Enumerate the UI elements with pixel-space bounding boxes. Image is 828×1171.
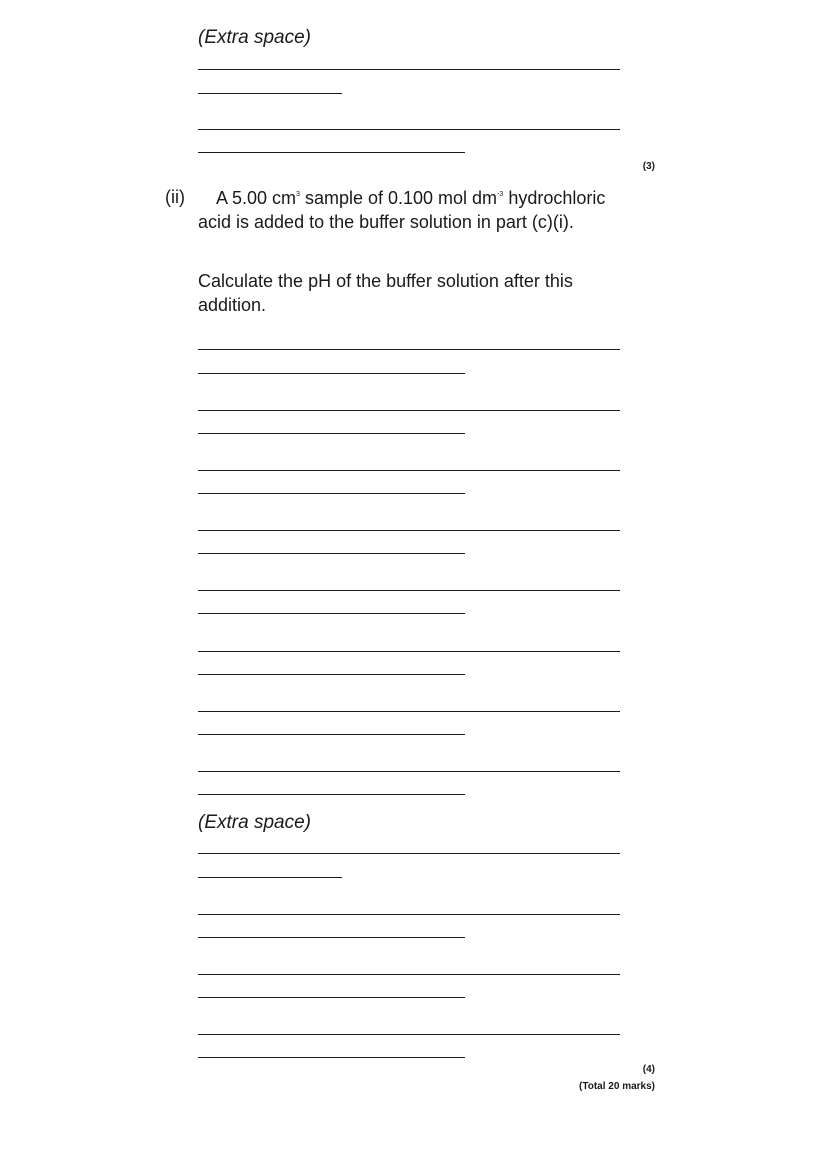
question-text-part1: A 5.00 cm (216, 188, 297, 208)
answer-line[interactable] (198, 1034, 620, 1035)
answer-line[interactable] (198, 734, 465, 735)
answer-line[interactable] (198, 877, 342, 878)
answer-line[interactable] (198, 152, 465, 153)
question-text (198, 186, 628, 234)
answer-line[interactable] (198, 69, 620, 70)
answer-line[interactable] (198, 914, 620, 915)
total-marks-label: (Total 20 marks) (579, 1081, 655, 1092)
question-text-part3: hydrochloric acid is added to the buffer solution in part (c)(i). (198, 188, 606, 232)
extra-space-label-top: (Extra space) (198, 27, 311, 48)
answer-line[interactable] (198, 530, 620, 531)
answer-line[interactable] (198, 794, 465, 795)
answer-line[interactable] (198, 613, 465, 614)
answer-line[interactable] (198, 1057, 465, 1058)
marks-label-3: (3) (642, 161, 655, 172)
answer-line[interactable] (198, 470, 620, 471)
extra-space-label-bottom: (Extra space) (198, 812, 311, 833)
answer-line[interactable] (198, 937, 465, 938)
answer-line[interactable] (198, 553, 465, 554)
superscript-minus-three: -3 (497, 191, 504, 198)
answer-line[interactable] (198, 349, 620, 350)
answer-line[interactable] (198, 93, 342, 94)
answer-line[interactable] (198, 974, 620, 975)
answer-line[interactable] (198, 651, 620, 652)
question-number: (ii) (165, 187, 185, 207)
answer-line[interactable] (198, 410, 620, 411)
answer-line[interactable] (198, 493, 465, 494)
superscript-cubed: 3 (296, 191, 300, 198)
answer-line[interactable] (198, 373, 465, 374)
answer-line[interactable] (198, 771, 620, 772)
answer-line[interactable] (198, 433, 465, 434)
answer-line[interactable] (198, 997, 465, 998)
marks-label-4: (4) (642, 1064, 655, 1075)
answer-line[interactable] (198, 853, 620, 854)
answer-line[interactable] (198, 129, 620, 130)
answer-line[interactable] (198, 711, 620, 712)
question-instruction: Calculate the pH of the buffer solution after this addition. (198, 271, 573, 315)
answer-line[interactable] (198, 674, 465, 675)
question-text-part2: sample of 0.100 mol dm (299, 188, 498, 208)
answer-line[interactable] (198, 590, 620, 591)
